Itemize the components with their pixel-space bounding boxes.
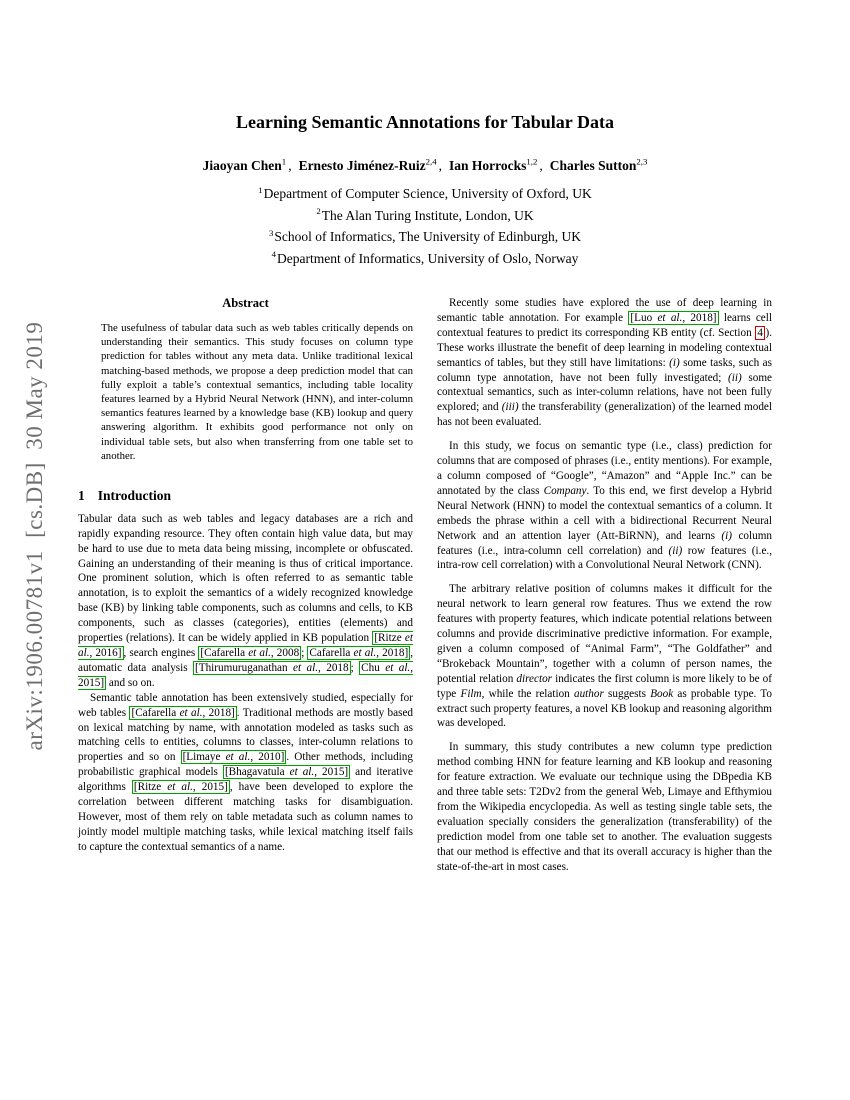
text-run: some tasks, such as column type annotation, have not been fully investigated; <box>437 356 772 384</box>
text-run: Cafarella <box>309 647 354 659</box>
citation-link[interactable] <box>193 661 351 675</box>
citation-link[interactable] <box>132 780 230 794</box>
author-separator: , <box>438 158 443 173</box>
text-run: [Luo <box>630 311 658 324</box>
author-separator: , <box>539 158 543 173</box>
text-run: ). These works illustrate the benefit of deep learning in modeling contextual semantics of tables, but they still have limitations: <box>437 326 772 369</box>
text-run: The arbitrary relative position of columns makes it difficult for the neural network to learn general row features. Thus we extend the row features with property features, which indicate potential relations between columns and provide discriminative predictive information. For example, given a column composed of “Animal Farm”, “The Goldfather” and “Brokeback Mountain”, together with a column of person names, the potential relation <box>437 583 772 685</box>
paper-title: Learning Semantic Annotations for Tabular Data <box>236 112 614 132</box>
italic-text-run: et al. <box>78 632 413 659</box>
italic-text-run: (iii) <box>501 401 519 414</box>
text-run: learns cell contextual features to predict its corresponding KB entity (cf. Section <box>437 311 772 339</box>
italic-text-run: et al. <box>167 781 193 794</box>
italic-text-run: Book <box>650 687 674 700</box>
author <box>550 158 648 173</box>
italic-text-run: author <box>573 687 604 700</box>
citation-link[interactable] <box>628 311 718 325</box>
paragraph <box>78 512 413 691</box>
text-run: row features (i.e., intra-row cell correlation) with a Convolutional Neural Network (CNN). <box>437 544 773 572</box>
text-run: [Ritze <box>133 781 168 794</box>
italic-text-run: et al. <box>248 647 271 659</box>
author-name: Jiaoyan Chen <box>202 158 282 173</box>
paragraph <box>437 582 772 731</box>
author-name: Ian Horrocks <box>449 158 527 173</box>
text-run: , 2015] <box>314 766 349 779</box>
text-run: and so on. <box>106 676 155 689</box>
italic-text-run: et al. <box>353 647 377 659</box>
author <box>299 158 437 173</box>
author-separator: , <box>288 158 292 173</box>
text-run: , 2016] <box>89 647 122 659</box>
arxiv-watermark: arXiv:1906.00781v1 [cs.DB] 30 May 2019 <box>22 321 47 751</box>
text-run: . To this end, we first develop a Hybrid Neural Network (HNN) to model the contextual semantics of a column. It embeds the phrase within a cell with a bidirectional Recurrent Neural Network and an attention layer (Att-BiRNN), and learns <box>437 484 773 542</box>
text-run: . Traditional methods are mostly based on lexical matching by name, with annotation modeled as tasks such as matching cells to entities, columns to classes, inter-column relations to properties and so on <box>78 706 414 764</box>
text-run: the transferability (generalization) of the learned model has not been evaluated. <box>437 401 772 429</box>
citation-link[interactable] <box>181 750 287 764</box>
text-run: Semantic table annotation has been extensively studied, especially for web tables <box>78 691 413 719</box>
text-run: , 2018] <box>202 706 235 719</box>
citation-link[interactable] <box>223 765 350 779</box>
author <box>449 158 537 173</box>
text-run: [Thirumuruganathan <box>195 661 294 674</box>
italic-text-run: et al. <box>385 661 411 674</box>
text-run: In summary, this study contributes a new column type prediction method combing HNN for feature learning and KB lookup and reasoning for feature extraction. We evaluate our technique using the DBpedia KB and three table sets: T2Dv2 from the general Web, Limaye and Efthymiou from the Wikipedia encyclopedia. As well as testing single table sets, the evaluation specially considers the generalization (transferability) of the prediction model from one table set to another. The evaluation suggests that our method is effective and that its overall accuracy is higher than the state-of-the-art in most cases. <box>437 741 772 873</box>
italic-text-run: et al. <box>179 706 203 719</box>
affiliations <box>0 186 850 267</box>
text-run: . Other methods, including probabilistic graphical models <box>78 751 413 779</box>
italic-text-run: Film <box>460 687 482 700</box>
text-run: , 2015] <box>78 661 414 689</box>
citation-link[interactable] <box>129 706 236 720</box>
italic-text-run: (i) <box>669 356 680 369</box>
text-run: Tabular data such as web tables and legacy databases are a rich and rapidly expanding resource. They often contain high value data, but may be hard to use due to meta data being missing, incomplete or obfuscated. Gaining an understanding of their meaning is thus of critical importance. One prominent solution, which is often referred to as semantic table annotation, is to exploit the semantics of a widely recognized knowledge base (KB) by linking table components, such as columns and cells, to KB components, such as classes (categories), entities (elements) and properties (relations). It can be widely applied in KB population <box>78 512 413 645</box>
affiliation-line <box>0 208 850 224</box>
italic-text-run: director <box>516 672 553 685</box>
text-run: ; <box>301 647 308 659</box>
text-run: indicates the first column is more likely to be of type <box>437 672 772 700</box>
text-run: Chu <box>361 661 386 674</box>
text-run: In this study, we focus on semantic type (i.e., class) prediction for columns that are composed of phrases (i.e., entity mentions). For example, a column composed of “Google”, “Amazon” and “Apple Inc.” can be annotated by the class <box>437 440 772 497</box>
author-affil-sup: 1,2 <box>526 156 538 167</box>
abstract-heading: Abstract <box>222 296 269 310</box>
author-name: Charles Sutton <box>549 158 637 173</box>
section-heading-introduction <box>78 489 413 504</box>
italic-text-run: (ii) <box>668 544 683 557</box>
section-ref-link[interactable]: 4 <box>755 326 766 340</box>
two-column-body <box>78 296 772 875</box>
italic-text-run: et al. <box>225 751 251 764</box>
author-affil-sup: 2,3 <box>636 156 648 167</box>
author-affil-sup: 2,4 <box>425 156 437 167</box>
text-run: [Ritze <box>374 632 405 645</box>
italic-text-run: et al. <box>657 311 683 324</box>
left-column <box>78 296 413 875</box>
italic-text-run: (ii) <box>728 371 742 384</box>
text-run: column features (i.e., intra-column cell correlation) and <box>437 529 773 557</box>
text-run: [Limaye <box>182 751 226 764</box>
text-run: , 2018] <box>682 311 717 324</box>
text-run: , 2008 <box>270 647 300 659</box>
affiliation-sup: 1 <box>258 184 263 195</box>
paragraph <box>437 296 772 430</box>
affiliation-sup: 4 <box>271 249 276 259</box>
text-run: , while the relation <box>481 687 574 700</box>
author <box>203 158 287 173</box>
text-run: [Cafarella <box>131 706 180 719</box>
text-run: Recently some studies have explored the use of deep learning in semantic table annotation. For example <box>437 297 772 324</box>
text-run: suggests <box>603 687 651 700</box>
affiliation-line <box>0 251 850 267</box>
italic-text-run: et al. <box>289 766 315 779</box>
authors-line <box>0 158 850 174</box>
italic-text-run: (i) <box>721 529 732 542</box>
affiliation-text: Department of Informatics, University of Oslo, Norway <box>276 250 579 266</box>
text-run: some contextual semantics, such as inter-column relations, have not been fully explored; and <box>437 371 772 414</box>
affiliation-text: Department of Computer Science, University of Oxford, UK <box>263 186 592 201</box>
section-number: 1 <box>78 487 85 503</box>
citation-link[interactable] <box>307 646 410 660</box>
text-run: , 2010] <box>250 751 285 764</box>
text-run: ; <box>350 661 360 674</box>
text-run: [Bhagavatula <box>224 766 290 779</box>
abstract-text: The usefulness of tabular data such as web tables critically depends on understanding their semantics. This study focuses on column type prediction for tables without any meta data. Unlike traditional lexical matching-based methods, we propose a deep prediction model that can fully exploit a table’s contextual semantics, including table locality features learned by a Hybrid Neural Network (HNN), and inter-column semantics features learned by a knowledge base (KB) lookup and query answering algorithm. It exhibits good performance not only on individual table sets, but also when transferring from one table set to another. <box>101 321 413 462</box>
affiliation-sup: 3 <box>269 227 274 238</box>
introduction-paragraphs-left <box>78 512 413 855</box>
text-run: , 2018] <box>376 647 409 659</box>
text-run: , 2015] <box>192 781 228 794</box>
author-affil-sup: 1 <box>281 156 287 167</box>
affiliation-line <box>0 186 850 202</box>
author-name: Ernesto Jiménez-Ruiz <box>298 158 426 173</box>
affiliation-line <box>0 229 850 245</box>
paragraph <box>78 691 413 855</box>
right-column <box>437 296 772 875</box>
italic-text-run: Company <box>543 484 587 497</box>
text-run: and iterative algorithms <box>78 766 413 794</box>
text-run: [Cafarella <box>200 647 249 659</box>
section-title: Introduction <box>97 487 172 503</box>
citation-link[interactable] <box>198 646 301 660</box>
affiliation-text: The Alan Turing Institute, London, UK <box>321 207 534 223</box>
affiliation-text: School of Informatics, The University of Edinburgh, UK <box>274 229 581 244</box>
text-run: , 2018 <box>318 661 349 674</box>
italic-text-run: et al. <box>293 661 319 674</box>
text-run: , have been developed to explore the correlation between different matching tasks for disambiguation. However, most of them rely on table metadata such as column names to jointly model multiple matching tasks, while lexical matching itself fails to capture the contextual semantics of a name. <box>78 781 413 853</box>
text-run: , search engines <box>123 647 199 659</box>
text-run: as probable type. To extract such property features, a novel KB lookup and reasoning algorithm was developed. <box>437 687 773 730</box>
paragraph <box>437 740 772 874</box>
paragraph <box>437 439 772 573</box>
text-run: , automatic data analysis <box>78 647 414 674</box>
affiliation-sup: 2 <box>316 206 321 216</box>
